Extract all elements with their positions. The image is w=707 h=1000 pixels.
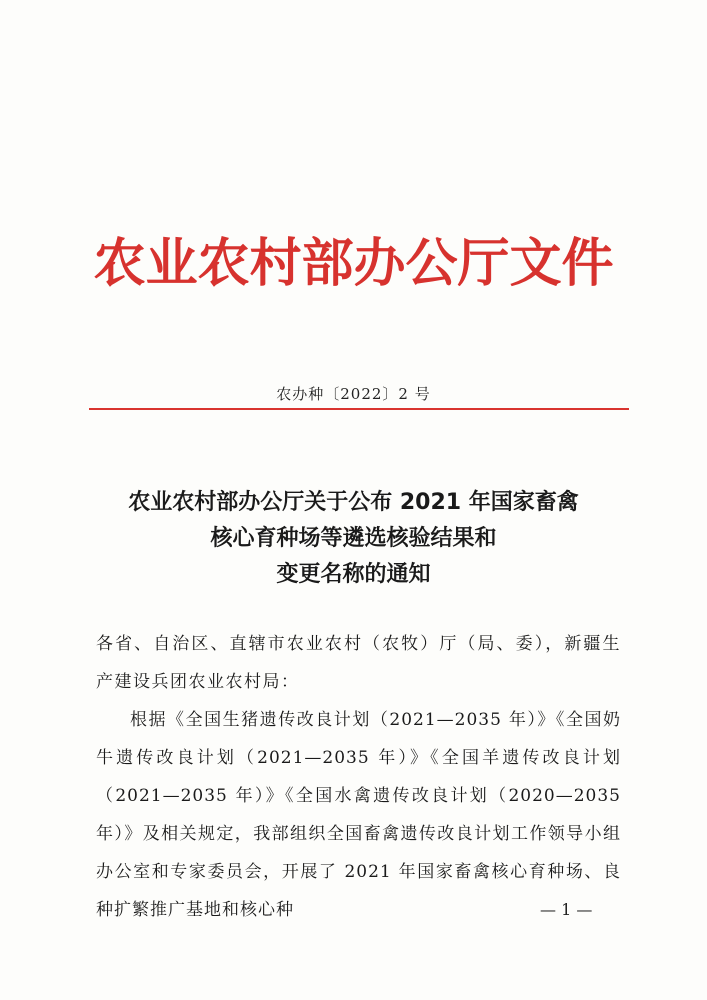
body-paragraph: 根据《全国生猪遗传改良计划（2021—2035 年）》《全国奶牛遗传改良计划（2021—2035 年）》《全国羊遗传改良计划（2021—2035 年）》《全国水禽遗传改良计划（2020—2035 年）》及相关规定，我部组织全国畜禽遗传改良计划工作领导小组办公室和专家委员会，开展了 2021 年国家畜禽核心育种场、良种扩繁推广基地和核心种 <box>96 710 621 920</box>
document-header-title: 农业农村部办公厅文件 <box>93 234 614 294</box>
red-divider-line <box>89 408 629 410</box>
page-number: — 1 — <box>540 900 593 919</box>
notice-title-line-3: 变更名称的通知 <box>276 562 431 587</box>
notice-title <box>0 485 707 593</box>
addressee: 各省、自治区、直辖市农业农村（农牧）厅（局、委），新疆生产建设兵团农业农村局： <box>96 634 621 692</box>
document-number: 农办种〔2022〕2 号 <box>276 385 431 403</box>
notice-title-line-2: 核心育种场等遴选核验结果和 <box>210 526 497 551</box>
notice-title-line-1: 农业农村部办公厅关于公布 2021 年国家畜禽 <box>128 490 579 515</box>
